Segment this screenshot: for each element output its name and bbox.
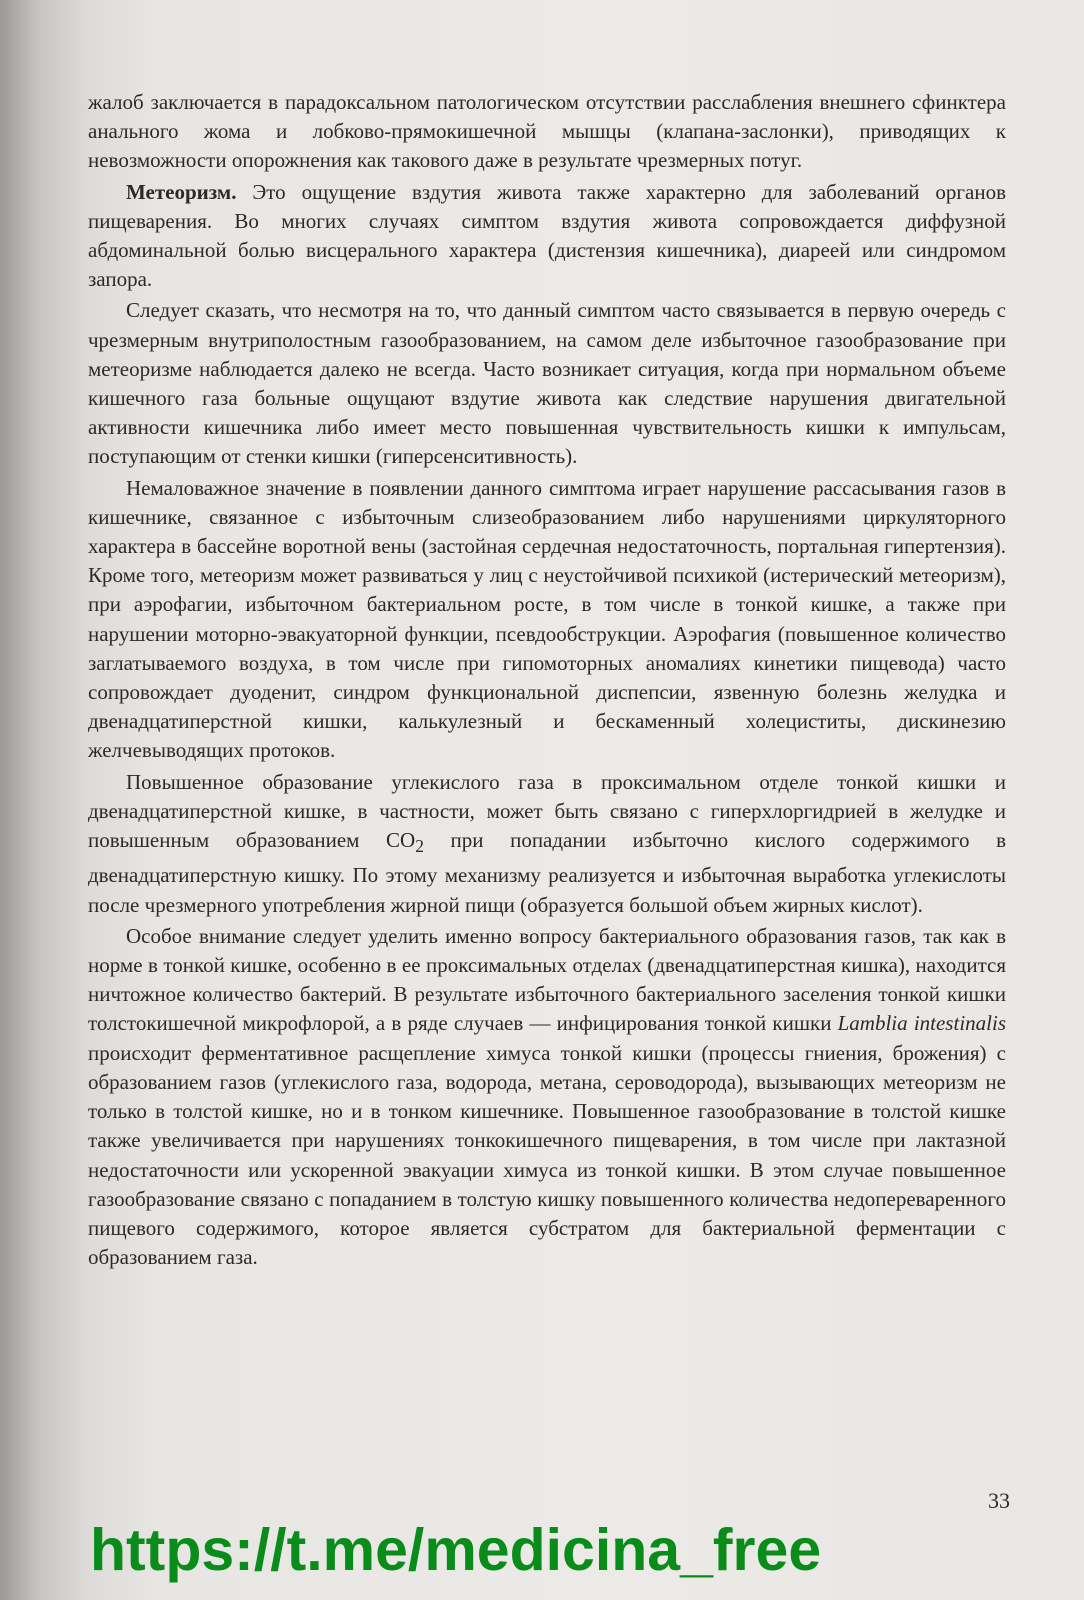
paragraph-continuation: жалоб заключается в парадоксальном патологическом отсутствии расслабления внешнего сфинктера анального жома и лобково-прямокишечной мышцы (клапана-заслонки), приводящих к невозможности опорожнения как такового даже в результате чрезмерных потуг. xyxy=(88,90,1006,173)
paragraph: Повышенное образование углекислого газа в проксимальном отделе тонкой кишки и двенадцатиперстной кишке, в частности, может быть связано с гиперхлоргидрией в желудке и повышенным образованием $CO_2$ при попадании избыточно кислого содержимого в двенадцатиперстную кишку. По этому механизму реализуется и избыточная выработка углекислоты после чрезмерного употребления жирной пищи (образуется большой объем жирных кислот). xyxy=(88,769,1006,917)
body-text xyxy=(88,88,1006,1272)
term-heading: Метеоризм. xyxy=(126,179,237,204)
paragraph: Немаловажное значение в появлении данного симптома играет нарушение рассасывания газов в кишечнике, связанное с избыточным слизеобразованием либо нарушениями циркуляторного характера в бассейне воротной вены (застойная сердечная недостаточность, портальная гипертензия). Кроме того, метеоризм может развиваться у лиц с неустойчивой психикой (истерический метеоризм), при аэрофагии, избыточном бактериальном росте, в том числе в тонкой кишке, а также при нарушении моторно-эвакуаторной функции, псевдообструкции. Аэрофагия (повышенное количество заглатываемого воздуха, в том числе при гипомоторных аномалиях кинетики пищевода) часто сопровождает дуоденит, синдром функциональной диспепсии, язвенную болезнь желудка и двенадцатиперстной кишки, калькулезный и бескаменный холециститы, дискинезию желчевыводящих протоков. xyxy=(88,475,1006,763)
subscript: 2 xyxy=(415,836,424,857)
watermark-link[interactable]: https://t.me/medicina_free xyxy=(90,1517,822,1583)
latin-term: Lamblia intestinalis xyxy=(837,1011,1006,1036)
paragraph: Следует сказать, что несмотря на то, что данный симптом часто связывается в первую очередь с чрезмерным внутриполостным газообразованием, на самом деле избыточное газообразование при метеоризме наблюдается далеко не всегда. Часто возникает ситуация, когда при нормальном объеме кишечного газа больные ощущают вздутие живота как следствие нарушения двигательной активности кишечника либо имеет место повышенная чувствительность кишки к импульсам, поступающим от стенки кишки (гиперсенситивность). xyxy=(88,298,1006,469)
paragraph: Особое внимание следует уделить именно вопросу бактериального образования газов, так как в норме в тонкой кишке, особенно в ее проксимальных отделах (двенадцатиперстная кишка), находится ничтожное количество бактерий. В результате избыточного бактериального заселения тонкой кишки толстокишечной микрофлорой, а в ряде случаев — инфицирования тонкой кишки Lamblia intestinalis происходит ферментативное расщепление химуса тонкой кишки (процессы гниения, брожения) с образованием газов (углекислого газа, водорода, метана, сероводорода), вызывающих метеоризм не только в толстой кишке, но и в тонком кишечнике. Повышенное газообразование в толстой кишке также увеличивается при нарушениях тонкокишечного пищеварения, в том числе при лактазной недостаточности или ускоренной эвакуации химуса из тонкой кишки. В этом случае повышенное газообразование связано с попаданием в толстую кишку повышенного количества недопереваренного пищевого содержимого, которое является субстратом для бактериальной ферментации с образованием газа. xyxy=(88,923,1006,1270)
paragraph-meteorism: Метеоризм. Это ощущение вздутия живота также характерно для заболеваний органов пищеварения. Во многих случаях симптом вздутия живота сопровождается диффузной абдоминальной болью висцерального характера (дистензия кишечника), диареей или синдромом запора. xyxy=(88,179,1006,292)
page-number: 33 xyxy=(988,1488,1010,1513)
